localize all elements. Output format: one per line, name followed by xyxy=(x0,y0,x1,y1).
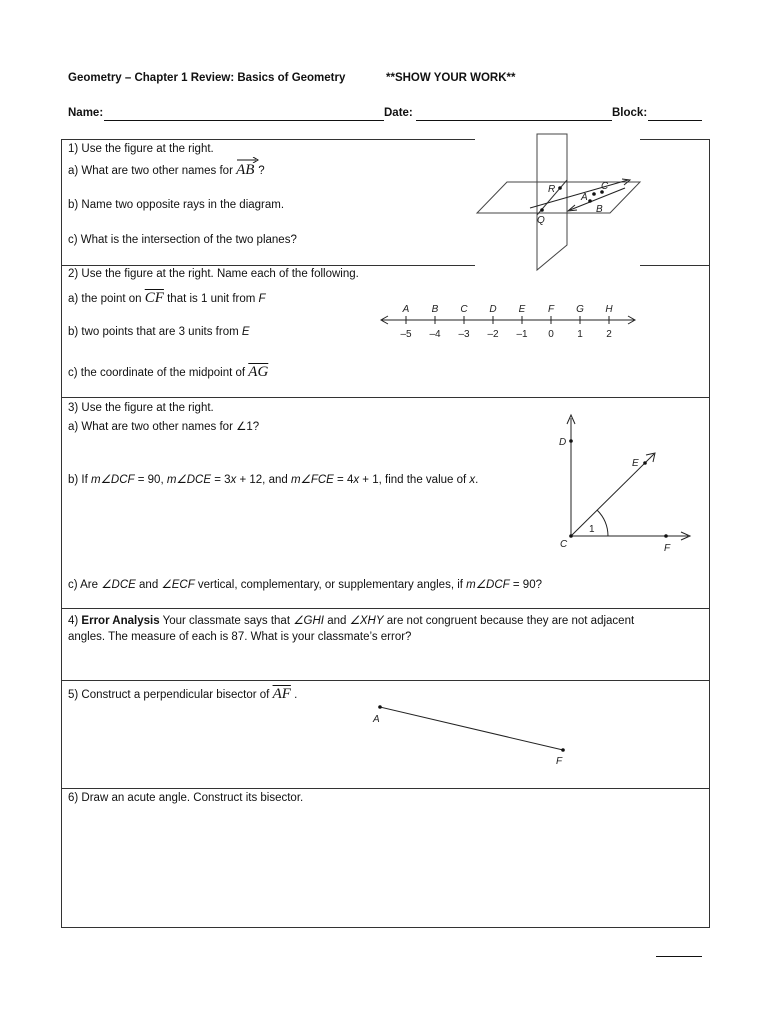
q3-b-text: = 90, xyxy=(134,474,167,486)
q3-b-text: + 1, find the value of xyxy=(359,474,470,486)
q1-a-text: a) What are two other names for xyxy=(68,165,233,177)
point-f-label: F xyxy=(664,543,671,554)
number-line-letter: D xyxy=(489,304,497,315)
q4-line1 xyxy=(68,613,634,627)
q3-c-text: c) Are xyxy=(68,579,102,591)
number-line-number: –2 xyxy=(487,329,499,340)
number-line-number: –3 xyxy=(458,329,470,340)
number-line-letter: F xyxy=(547,304,555,315)
q3-part-c xyxy=(68,577,542,591)
q1-a-qmark: ? xyxy=(258,165,265,177)
point-f-label: F xyxy=(556,756,563,767)
q2-a-text: a) the point on xyxy=(68,293,142,305)
point-c-label: C xyxy=(560,539,568,550)
table-right-border xyxy=(709,139,710,928)
number-line-figure xyxy=(378,300,640,345)
q4-number: 4) xyxy=(68,615,82,627)
row-divider-5 xyxy=(61,788,710,789)
q5-text xyxy=(68,686,297,703)
q3-c-text: vertical, complementary, or supplementary angles, if xyxy=(194,579,467,591)
row-divider-1-left xyxy=(61,265,475,266)
q1-a-seg-label: AB xyxy=(236,162,255,178)
q2-c-text: c) the coordinate of the midpoint of xyxy=(68,367,246,379)
q3-intro: 3) Use the figure at the right. xyxy=(68,402,214,414)
q3-part-b xyxy=(68,472,478,486)
q2-part-b xyxy=(68,326,250,338)
q4-angle: ∠GHI xyxy=(293,615,324,627)
q2-c-segment: $\overline{AG}$ xyxy=(248,364,269,380)
block-label: Block: xyxy=(612,107,648,119)
q3-c-angle: m∠DCF xyxy=(466,579,510,591)
q1-part-c: c) What is the intersection of the two planes? xyxy=(68,234,297,246)
q3-b-var: x xyxy=(230,474,237,486)
q4-error-analysis-label: Error Analysis xyxy=(81,615,160,627)
number-line-letter: C xyxy=(460,304,468,315)
name-blank-line[interactable] xyxy=(104,120,384,121)
number-line-number: 2 xyxy=(606,329,612,340)
row-divider-2 xyxy=(61,397,710,398)
row-divider-3 xyxy=(61,608,710,609)
row-divider-4 xyxy=(61,680,710,681)
q3-b-text: . xyxy=(475,474,479,486)
number-line-number: 1 xyxy=(577,329,583,340)
point-a-label: A xyxy=(373,714,380,725)
q4-text: Your classmate says that xyxy=(159,615,294,627)
segment-af-figure[interactable] xyxy=(368,698,573,768)
q2-a-point: F xyxy=(258,293,266,305)
angle-figure xyxy=(550,410,695,560)
q3-b-var: x xyxy=(353,474,360,486)
date-label: Date: xyxy=(384,107,413,119)
number-line-letter: G xyxy=(576,304,584,315)
number-line-letter: A xyxy=(402,304,410,315)
q2-part-a xyxy=(68,290,266,307)
table-top-border-left xyxy=(61,139,475,140)
q5-period: . xyxy=(294,689,298,701)
q3-b-angle: m∠DCF xyxy=(91,474,135,486)
number-line-number: 0 xyxy=(548,329,554,340)
date-blank-line[interactable] xyxy=(416,120,612,121)
score-blank-line[interactable] xyxy=(656,956,702,957)
table-top-border-right xyxy=(640,139,710,140)
number-line-letter: E xyxy=(518,304,526,315)
table-bottom-border xyxy=(61,927,710,928)
q6-text: 6) Draw an acute angle. Construct its bisector. xyxy=(68,792,304,804)
q1-intro: 1) Use the figure at the right. xyxy=(68,143,214,155)
q5-segment: $\overline{AF}$ xyxy=(272,686,291,702)
name-label: Name: xyxy=(68,107,104,119)
point-d-label: D xyxy=(559,437,567,448)
point-a-label: A xyxy=(581,192,588,203)
block-blank-line[interactable] xyxy=(648,120,702,121)
planes-figure xyxy=(470,130,645,275)
q2-a-segment: $\overline{CF}$ xyxy=(144,290,164,306)
show-work-note: **SHOW YOUR WORK** xyxy=(386,72,516,84)
q4-line2: angles. The measure of each is 87. What is your classmate’s error? xyxy=(68,631,412,643)
q2-part-c xyxy=(68,364,268,381)
q1-part-a xyxy=(68,162,265,179)
point-q-label: Q xyxy=(537,215,545,226)
q3-b-var: x xyxy=(469,474,476,486)
number-line-ticks xyxy=(400,304,613,340)
q4-text: are not congruent because they are not adjacent xyxy=(383,615,635,627)
number-line-number: –4 xyxy=(429,329,441,340)
q2-b-text: b) two points that are 3 units from xyxy=(68,326,239,338)
worksheet-title: Geometry – Chapter 1 Review: Basics of Geometry xyxy=(68,72,346,84)
point-c-label: C xyxy=(601,181,609,192)
point-b-label: B xyxy=(596,204,603,215)
q3-b-text: = 4 xyxy=(333,474,354,486)
number-line-number: –1 xyxy=(516,329,528,340)
angle-1-label: 1 xyxy=(589,524,595,535)
q2-a-text2: that is 1 unit from xyxy=(167,293,256,305)
number-line-letter: B xyxy=(431,304,439,315)
q4-text: and xyxy=(324,615,350,627)
q1-part-b: b) Name two opposite rays in the diagram. xyxy=(68,199,285,211)
q3-b-text: b) If xyxy=(68,474,92,486)
q3-c-angle: ∠DCE xyxy=(101,579,136,591)
q2-intro: 2) Use the figure at the right. Name each of the following. xyxy=(68,268,359,280)
q4-angle: ∠XHY xyxy=(349,615,384,627)
q3-b-angle: m∠FCE xyxy=(290,474,334,486)
row-divider-1-right xyxy=(640,265,710,266)
ray-arrow-icon xyxy=(236,157,260,163)
q3-c-text: = 90? xyxy=(509,579,542,591)
number-line-letter: H xyxy=(605,304,613,315)
q3-c-angle: ∠ECF xyxy=(161,579,195,591)
q1-a-segment xyxy=(236,162,258,178)
q5-prompt: 5) Construct a perpendicular bisector of xyxy=(68,689,270,701)
q3-c-text: and xyxy=(135,579,162,591)
point-e-label: E xyxy=(632,458,639,469)
q3-part-a: a) What are two other names for ∠1? xyxy=(68,421,260,433)
q3-b-text: = 3 xyxy=(211,474,231,486)
q3-b-text: + 12, and xyxy=(236,474,291,486)
q3-b-angle: m∠DCE xyxy=(166,474,212,486)
table-left-border xyxy=(61,139,62,928)
q2-b-point: E xyxy=(241,326,250,338)
point-r-label: R xyxy=(548,184,556,195)
number-line-number: –5 xyxy=(400,329,412,340)
